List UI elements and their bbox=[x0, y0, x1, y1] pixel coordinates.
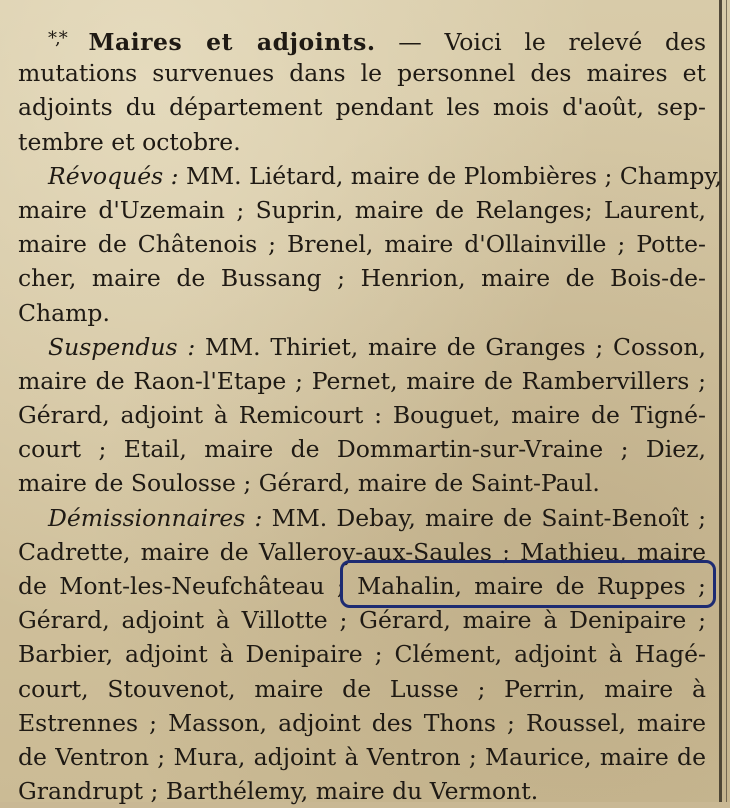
article-text: MM. Liétard, maire de Plombières ; Champy, bbox=[178, 161, 722, 190]
section-label-demissionnaires: Démissionnaires : bbox=[48, 503, 263, 532]
article-line-22: de Ventron ; Mura, adjoint à Ventron ; Maurice, maire de bbox=[18, 742, 706, 771]
article-line-6: maire d'Uzemain ; Suprin, maire de Relanges; Laurent, bbox=[18, 195, 706, 224]
article-line-11: maire de Raon-l'Etape ; Pernet, maire de Rambervillers ; bbox=[18, 366, 706, 395]
asterism-icon: *,* bbox=[48, 28, 66, 49]
article-line-21: Estrennes ; Masson, adjoint des Thons ; Roussel, maire bbox=[18, 708, 706, 737]
article-line-4: tembre et octobre. bbox=[18, 127, 241, 156]
article-line-16: Cadrette, maire de Valleroy-aux-Saules ; Mathieu, maire bbox=[18, 537, 706, 566]
article-line-12: Gérard, adjoint à Remicourt : Bouguet, maire de Tigné- bbox=[18, 401, 706, 430]
article-text: MM. Thiriet, maire de Granges ; Cosson, bbox=[195, 332, 707, 361]
article-line-9: Champ. bbox=[18, 298, 110, 327]
article-line-10 bbox=[18, 330, 706, 364]
column-divider-thin bbox=[726, 0, 727, 802]
article-line-7: maire de Châtenois ; Brenel, maire d'Ollainville ; Potte- bbox=[18, 230, 706, 259]
article-line-17 bbox=[18, 569, 706, 603]
article-line-13: court ; Etail, maire de Dommartin-sur-Vraine ; Diez, bbox=[18, 435, 706, 464]
article-text: — Voici le relevé des bbox=[375, 28, 706, 56]
article-text: MM. Debay, maire de Saint-Benoît ; bbox=[262, 503, 706, 532]
article-line-23: Grandrupt ; Barthélemy, maire du Vermont. bbox=[18, 777, 539, 806]
article-text: de Mont-les-Neufchâteau ; bbox=[18, 572, 345, 600]
article-heading: Maires et adjoints. bbox=[88, 28, 376, 56]
article-line-14: maire de Soulosse ; Gérard, maire de Saint-Paul. bbox=[18, 469, 600, 498]
column-divider bbox=[719, 0, 722, 802]
article-line-20: court, Stouvenot, maire de Lusse ; Perrin, maire à bbox=[18, 674, 706, 703]
article-line-18: Gérard, adjoint à Villotte ; Gérard, maire à Denipaire ; bbox=[18, 606, 706, 635]
article-line-19: Barbier, adjoint à Denipaire ; Clément, adjoint à Hagé- bbox=[18, 640, 706, 669]
article-line-1 bbox=[18, 22, 706, 56]
article-line-8: cher, maire de Bussang ; Henrion, maire de Bois-de- bbox=[18, 264, 706, 293]
article-line-3: adjoints du département pendant les mois d'août, sep- bbox=[18, 93, 706, 122]
article-line-5 bbox=[18, 159, 722, 193]
section-label-revoques: Révoqués : bbox=[48, 161, 179, 190]
article-line-15 bbox=[18, 501, 706, 535]
highlighted-text: Mahalin, maire de Ruppes ; bbox=[357, 572, 706, 600]
article-body bbox=[18, 22, 722, 808]
article-line-2: mutations survenues dans le personnel des maires et bbox=[18, 59, 706, 88]
section-label-suspendus: Suspendus : bbox=[48, 332, 196, 361]
